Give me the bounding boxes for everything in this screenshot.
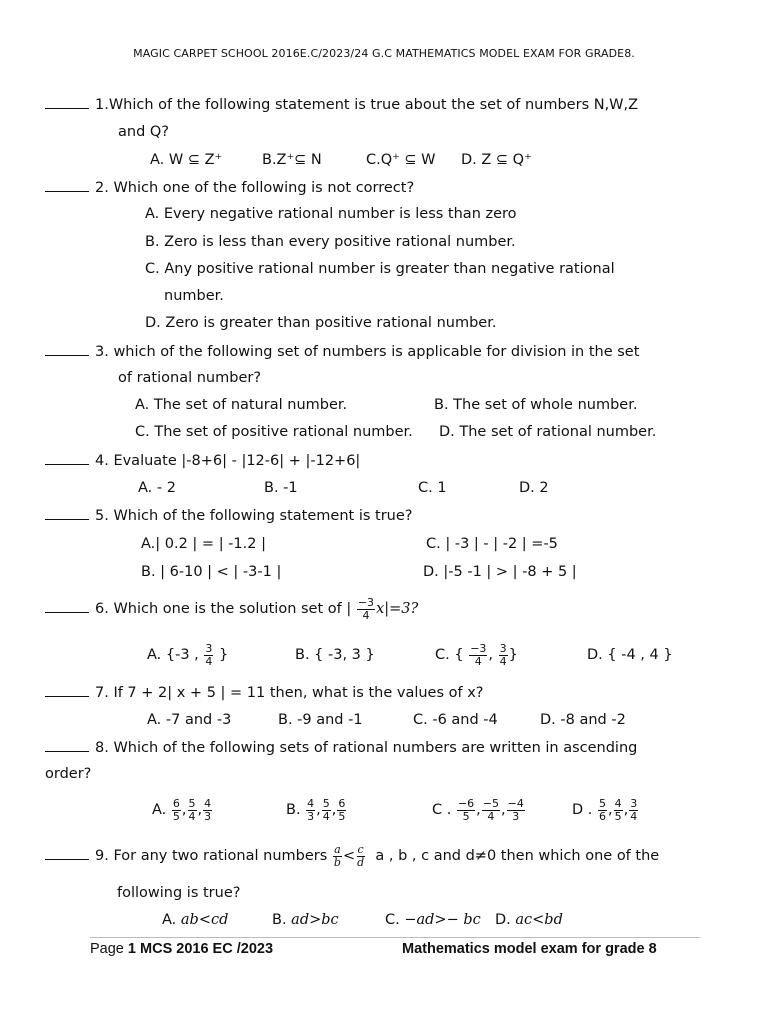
option-a: A. - 2 bbox=[138, 480, 176, 496]
fraction: $\frac{6}{5}$ bbox=[338, 796, 346, 823]
option-b: B. | 6-10 | < | -3-1 | bbox=[141, 564, 282, 580]
fraction: $\frac{3}{4}$ bbox=[499, 641, 507, 668]
option-c: C. { $\frac{-3}{4}$ , $\frac{3}{4}$ } bbox=[435, 641, 518, 668]
footer-left bbox=[90, 941, 273, 957]
option-a: A. $\frac{6}{5}$ , $\frac{5}{4}$ , $\frac{4}{3}$ bbox=[152, 796, 212, 823]
answer-blank[interactable] bbox=[45, 343, 89, 356]
question-9-cont: following is true? bbox=[117, 885, 241, 901]
option-d: D. -8 and -2 bbox=[540, 712, 626, 728]
option-b: B. { -3, 3 } bbox=[295, 647, 375, 663]
option-b: B. -1 bbox=[264, 480, 298, 496]
fraction: $\frac{-3}{4}$ bbox=[357, 595, 375, 622]
question-text: 9. For any two rational numbers bbox=[95, 848, 328, 864]
option-d: D. The set of rational number. bbox=[439, 424, 657, 440]
question-4 bbox=[45, 452, 360, 469]
option-c-cont: number. bbox=[164, 288, 224, 304]
question-3-cont: of rational number? bbox=[118, 370, 262, 386]
fraction: $\frac{5}{6}$ bbox=[599, 796, 606, 823]
answer-blank[interactable] bbox=[45, 96, 89, 109]
question-9: 9. For any two rational numbers $\frac{a}{b}$ < $\frac{c}{d}$ a , b , c and d≠0 then which one of the bbox=[45, 841, 659, 871]
fraction: $\frac{5}{4}$ bbox=[322, 796, 330, 823]
option-b: B. $\frac{4}{3}$ , $\frac{5}{4}$ , $\frac{6}{5}$ bbox=[286, 796, 346, 823]
question-text: 2. Which one of the following is not correct? bbox=[95, 180, 415, 196]
answer-blank[interactable] bbox=[45, 847, 89, 860]
fraction: $\frac{3}{4}$ bbox=[205, 641, 213, 668]
question-text: 7. If 7 + 2| x + 5 | = 11 then, what is the values of x? bbox=[95, 685, 484, 701]
fraction: $\frac{a}{b}$ bbox=[333, 842, 341, 869]
answer-blank[interactable] bbox=[45, 179, 89, 192]
question-text: 6. Which one is the solution set of | bbox=[95, 601, 352, 617]
fraction: $\frac{4}{3}$ bbox=[204, 796, 212, 823]
option-c: C. Any positive rational number is greater than negative rational bbox=[145, 261, 615, 277]
option-b: B. The set of whole number. bbox=[434, 397, 638, 413]
page-number: 1 bbox=[127, 941, 136, 957]
footer-right: Mathematics model exam for grade 8 bbox=[402, 941, 657, 957]
fraction: $\frac{4}{3}$ bbox=[307, 796, 315, 823]
question-text: 5. Which of the following statement is true? bbox=[95, 508, 413, 524]
question-5 bbox=[45, 507, 412, 524]
option-d: D. Zero is greater than positive rational number. bbox=[145, 315, 497, 331]
option-b: B.Z⁺⊆ N bbox=[262, 152, 322, 168]
option-d: D. Z ⊆ Q⁺ bbox=[461, 152, 532, 168]
question-1-cont: and Q? bbox=[118, 124, 169, 140]
option-d: D. 2 bbox=[519, 480, 549, 496]
answer-blank[interactable] bbox=[45, 452, 89, 465]
question-text: 1.Which of the following statement is true about the set of numbers N,W,Z bbox=[95, 97, 639, 113]
question-7 bbox=[45, 684, 484, 701]
option-b: B. -9 and -1 bbox=[278, 712, 363, 728]
fraction: $\frac{-3}{4}$ bbox=[470, 641, 487, 668]
option-a: A. Every negative rational number is less than zero bbox=[145, 206, 517, 222]
fraction: $\frac{-4}{3}$ bbox=[507, 796, 524, 823]
option-c: C. | -3 | - | -2 | =-5 bbox=[426, 536, 558, 552]
option-a: A. -7 and -3 bbox=[147, 712, 232, 728]
page-label: Page bbox=[90, 941, 124, 957]
option-d: D. { -4 , 4 } bbox=[587, 647, 673, 663]
answer-blank[interactable] bbox=[45, 684, 89, 697]
equation-tail: x|=3? bbox=[376, 601, 419, 617]
fraction: $\frac{4}{5}$ bbox=[614, 796, 622, 823]
fraction: $\frac{-5}{4}$ bbox=[482, 796, 499, 823]
option-a: A.| 0.2 | = | -1.2 | bbox=[141, 536, 266, 552]
answer-blank[interactable] bbox=[45, 507, 89, 520]
option-d: D . $\frac{5}{6}$ , $\frac{4}{5}$ , $\frac{3}{4}$ bbox=[572, 796, 638, 823]
option-b: B. Zero is less than every positive rational number. bbox=[145, 234, 516, 250]
option-c: C. −ad>− bc bbox=[385, 912, 481, 928]
question-text: 8. Which of the following sets of rational numbers are written in ascending bbox=[95, 740, 638, 756]
question-1 bbox=[45, 96, 638, 113]
fraction: $\frac{3}{4}$ bbox=[630, 796, 638, 823]
footer-left-text: MCS 2016 EC /2023 bbox=[140, 941, 274, 957]
fraction: $\frac{-6}{5}$ bbox=[457, 796, 475, 823]
option-c: C . $\frac{-6}{5}$ , $\frac{-5}{4}$ , $\frac{-4}{3}$ bbox=[432, 796, 524, 823]
question-2 bbox=[45, 179, 414, 196]
question-8-cont: order? bbox=[45, 766, 92, 782]
question-8 bbox=[45, 739, 637, 756]
fraction: $\frac{5}{4}$ bbox=[188, 796, 196, 823]
option-d: D. |-5 -1 | > | -8 + 5 | bbox=[423, 564, 577, 580]
option-d: D. ac<bd bbox=[495, 912, 563, 928]
option-a: A. The set of natural number. bbox=[135, 397, 348, 413]
option-a: A. ab<cd bbox=[162, 912, 229, 928]
exam-header: MAGIC CARPET SCHOOL 2016E.C/2023/24 G.C MATHEMATICS MODEL EXAM FOR GRADE8. bbox=[133, 47, 635, 60]
answer-blank[interactable] bbox=[45, 739, 89, 752]
question-6 bbox=[45, 594, 418, 624]
option-c: C. The set of positive rational number. bbox=[135, 424, 413, 440]
fraction: $\frac{6}{5}$ bbox=[172, 796, 180, 823]
fraction: $\frac{c}{d}$ bbox=[357, 842, 365, 869]
option-a: A. W ⊆ Z⁺ bbox=[150, 152, 223, 168]
question-3 bbox=[45, 343, 639, 360]
option-c: C. -6 and -4 bbox=[413, 712, 498, 728]
option-c: C.Q⁺ ⊆ W bbox=[366, 152, 436, 168]
option-c: C. 1 bbox=[418, 480, 447, 496]
answer-blank[interactable] bbox=[45, 600, 89, 613]
option-a: A. {-3 , $\frac{3}{4}$ } bbox=[147, 641, 229, 668]
question-text: 4. Evaluate |-8+6| - |12-6| + |-12+6| bbox=[95, 453, 361, 469]
footer-divider bbox=[90, 937, 700, 938]
question-text: 3. which of the following set of numbers is applicable for division in the set bbox=[95, 344, 640, 360]
option-b: B. ad>bc bbox=[272, 912, 339, 928]
